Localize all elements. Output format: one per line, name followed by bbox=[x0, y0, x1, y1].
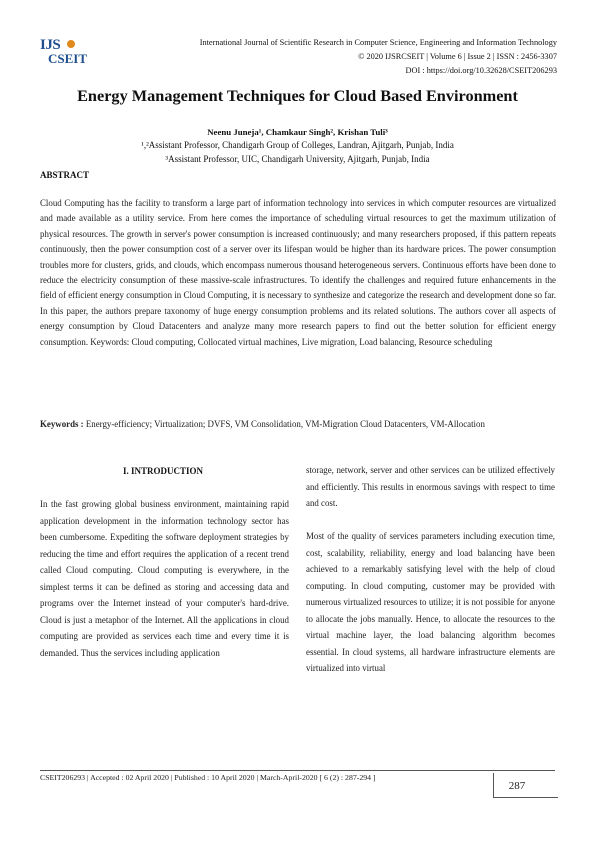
section-heading: I. INTRODUCTION bbox=[122, 466, 203, 476]
intro-right-paragraph-2: Most of the quality of services parameters including execution time, cost, scalability, reliability, energy and load balancing have been achieved to a remarkably satisfying level with the help of cloud computing. In cloud computing, customer may be provided with numerous virtualized resources to utilize; it is not possible for anyone to allocate the jobs manually. Hence, to allocate the resources to the virtual machine layer, the load balancing algorithm becomes essential. In cloud systems, all hardware infrastructure elements are virtualized into virtual bbox=[306, 531, 555, 673]
footer-citation: CSEIT206293 | Accepted : 02 April 2020 | Published : 10 April 2020 | March-April-2020 [ 6 (2) : 287-294 ] bbox=[40, 773, 376, 782]
abstract-heading: ABSTRACT bbox=[40, 170, 90, 180]
affiliation-1: ¹,²Assistant Professor, Chandigarh Group of Colleges, Landran, Ajitgarh, Punjab, India bbox=[141, 140, 454, 150]
journal-logo bbox=[40, 37, 88, 67]
keywords bbox=[40, 417, 556, 432]
abstract-text: Cloud Computing has the facility to transform a large part of information technology into services in which computer resources are virtualized and made available as a utility service. From here comes the importance of scheduling virtual resources to get the maximum utilization of physical resources. The growth in server's power consumption is increased continuously; and many researchers proposed, if this pattern repeats continuously, then the power consumption cost of a server over its lifespan would be higher than its hardware prices. The power consumption troubles more for clusters, grids, and clouds, which encompass numerous thousand heterogeneous servers. Continuous efforts have been done to reduce the electricity consumption of these massive-scale infrastructures. To identify the challenges and required future enhancements in the field of efficient energy consumption in Cloud Computing, it is necessary to synthesize and categorize the research and development done so far. In this paper, the authors prepare taxonomy of huge energy consumption problems and its related solutions. The authors cover all aspects of energy consumption by Cloud Datacenters and analyze many more research papers to find out the better solution for efficient energy consumption. Keywords: Cloud computing, Collocated virtual machines, Live migration, Load balancing, Resource scheduling bbox=[40, 198, 556, 347]
journal-name: International Journal of Scientific Research in Computer Science, Engineering and Information Technology bbox=[199, 38, 557, 47]
logo-text-bottom: CSEIT bbox=[48, 51, 88, 66]
keywords-text: Energy-efficiency; Virtualization; DVFS, VM Consolidation, VM-Migration Cloud Datacenters, VM-Allocation bbox=[83, 419, 485, 429]
author-list: Neenu Juneja¹, Chamkaur Singh², Krishan Tuli³ bbox=[207, 127, 388, 137]
keywords-label: Keywords : bbox=[40, 419, 84, 429]
logo-globe-icon bbox=[67, 40, 75, 48]
logo-text-top: IJS bbox=[40, 37, 61, 53]
page-number: 287 bbox=[508, 780, 526, 792]
intro-left-paragraph: In the fast growing global business environment, maintaining rapid application development in the information technology sector has been cumbersome. Expediting the software deployment strategies by reducing the time and effort requires the application of a recent trend called Cloud computing. Cloud computing is everywhere, in the simplest terms it can be defined as storing and accessing data and programs over the Internet instead of your computer's hard-drive. Cloud is just a metaphor of the Internet. All the applications in cloud computing are provided as services each time and every time it is demanded. Thus the services including application bbox=[40, 499, 289, 658]
footer-divider bbox=[40, 770, 555, 771]
doi-link[interactable]: DOI : https://doi.org/10.32628/CSEIT206293 bbox=[405, 66, 557, 75]
journal-issue: © 2020 IJSRCSEIT | Volume 6 | Issue 2 | ISSN : 2456-3307 bbox=[358, 52, 557, 61]
intro-right-paragraph-1: storage, network, server and other services can be utilized effectively and efficiently. This results in enormous savings with respect to time and cost. bbox=[306, 465, 555, 508]
affiliation-2: ³Assistant Professor, UIC, Chandigarh University, Ajitgarh, Punjab, India bbox=[165, 154, 430, 164]
paper-title: Energy Management Techniques for Cloud Based Environment bbox=[77, 86, 518, 105]
